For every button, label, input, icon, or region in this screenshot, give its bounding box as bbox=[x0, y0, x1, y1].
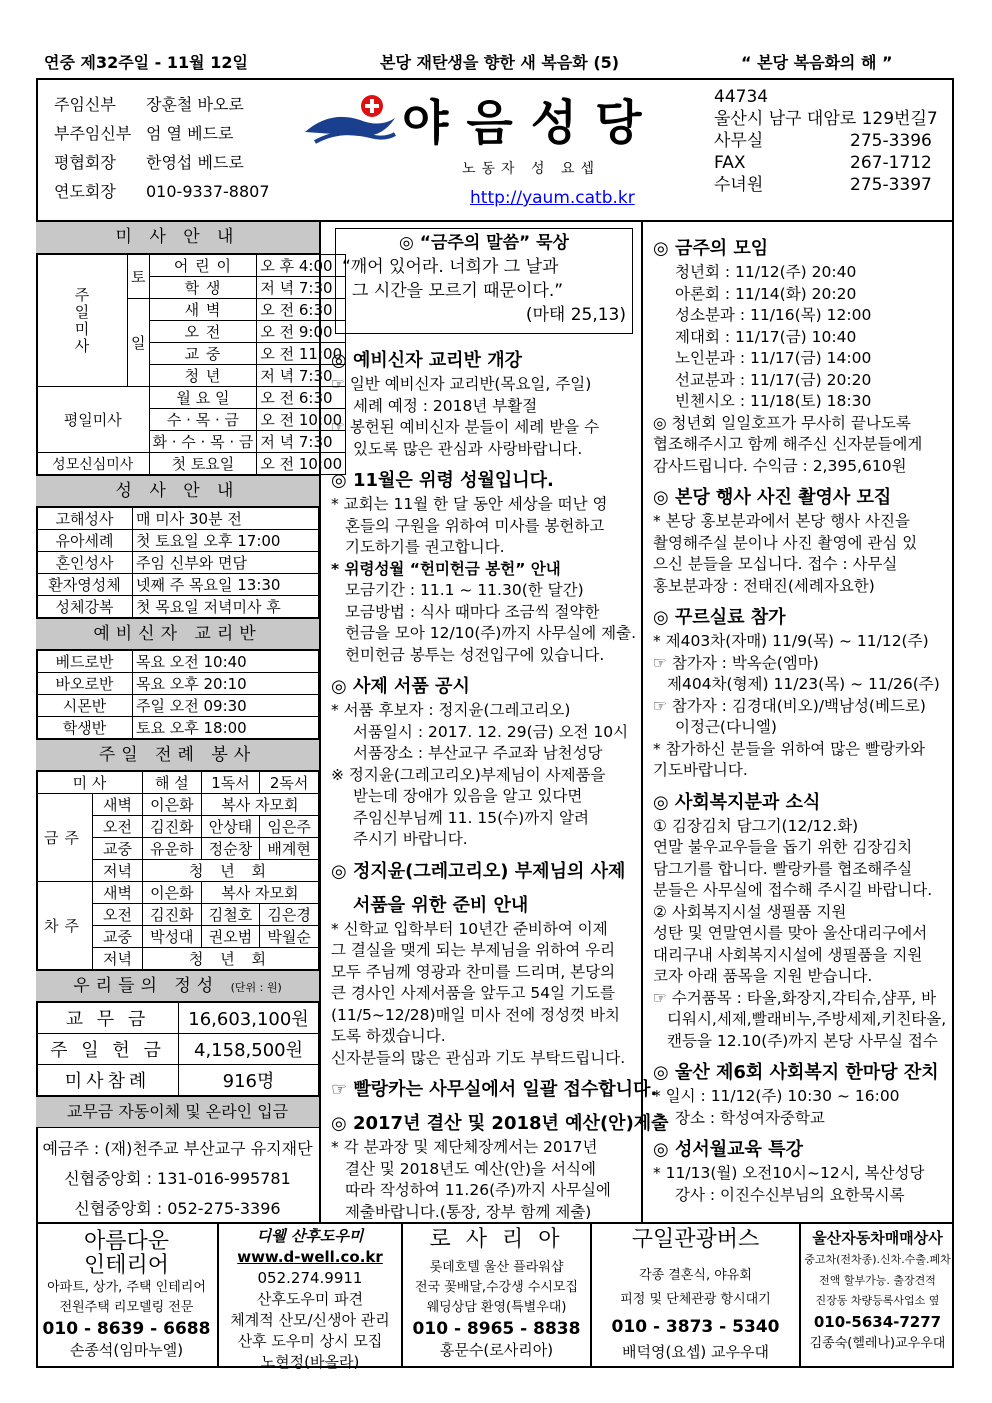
notice-line: 촬영해주실 분이나 사진 촬영에 관심 있 bbox=[653, 533, 918, 552]
ad-phone: 052.274.9911 bbox=[257, 1269, 363, 1287]
table-cell: 16,603,100원 bbox=[179, 1003, 319, 1034]
table-cell: 화 · 수 · 목 · 금 bbox=[149, 431, 257, 453]
notice-line: (11/5~12/28)매일 미사 전에 정성껏 바치 bbox=[331, 1005, 620, 1024]
table-cell: 매 미사 30분 전 bbox=[133, 508, 319, 530]
notice-line: ① 김장김치 담그기(12/12.화) bbox=[653, 816, 859, 835]
issue-date: 연중 제32주일 - 11월 12일 bbox=[44, 53, 248, 72]
notice-line: * 참가하신 분들을 위하여 많은 빨랑카와 bbox=[653, 739, 925, 758]
table-cell: 김은경 bbox=[260, 904, 319, 926]
weekly-word-title: ◎ “금주의 말씀” 묵상 bbox=[399, 233, 569, 253]
ad-text: 롯데호텔 울산 플라워샵 bbox=[429, 1260, 564, 1275]
table-cell: 오 전 10:00 bbox=[257, 453, 346, 475]
table-row bbox=[37, 651, 319, 673]
ad-phone: 010 - 8965 - 8838 bbox=[412, 1319, 581, 1339]
table-cell: 김진화 bbox=[143, 816, 202, 838]
ad-text: 아파트, 상가, 주택 인테리어 bbox=[47, 1280, 206, 1295]
ad-text: 웨딩상담 환영(특별우대) bbox=[426, 1300, 567, 1315]
notice-heading: 서품을 위한 준비 안내 bbox=[353, 894, 529, 916]
postal-code: 44734 bbox=[714, 87, 769, 107]
notice-line: 아론회 : 11/14(화) 20:20 bbox=[675, 284, 857, 303]
table-cell: 환자영성체 bbox=[37, 574, 133, 596]
notice-line: 서품장소 : 부산교구 주교좌 남천성당 bbox=[353, 744, 603, 762]
table-row bbox=[37, 1034, 319, 1065]
table-row bbox=[37, 794, 319, 816]
staff-name: 한영섭 베드로 bbox=[146, 153, 244, 172]
parish-url-link[interactable]: http://yaum.catb.kr bbox=[470, 188, 635, 208]
table-cell: 오 전 11:00 bbox=[257, 343, 346, 365]
notice-heading: ◎ 본당 행사 사진 촬영사 모집 bbox=[653, 487, 892, 508]
catechumen-section-title: 예비신자 교리반 bbox=[36, 618, 319, 650]
ad-title: 울산자동차매매상사 bbox=[812, 1229, 943, 1247]
table-row bbox=[37, 772, 319, 794]
table-cell: 주일 오전 09:30 bbox=[133, 695, 319, 717]
notice-line: 대리구내 사회복지시설에 생필품을 지원 bbox=[653, 945, 923, 964]
ad-postnatal-care bbox=[219, 1224, 403, 1371]
ad-title: 로 사 리 아 bbox=[429, 1227, 564, 1252]
table-cell: 학 생 bbox=[149, 277, 257, 299]
table-cell: 해 설 bbox=[143, 772, 202, 794]
table-cell: 916명 bbox=[179, 1065, 319, 1096]
notice-heading: ◎ 정지윤(그레고리오) 부제님의 사제 bbox=[331, 860, 626, 882]
table-cell: 주 일 헌 금 bbox=[37, 1034, 179, 1065]
notice-line: 도록 하겠습니다. bbox=[331, 1027, 446, 1045]
sacrament-section-title: 성 사 안 내 bbox=[36, 475, 319, 507]
notice-line: 결산 및 2018년도 예산(안)을 서식에 bbox=[345, 1159, 596, 1178]
offering-table bbox=[36, 1002, 319, 1096]
ad-car-dealer bbox=[801, 1224, 954, 1368]
notice-line: 홍보분과장 : 전태진(세례자요한) bbox=[653, 576, 875, 595]
staff-name: 장훈철 바오로 bbox=[146, 95, 244, 114]
liturgy-section-title: 주일 전례 봉사 bbox=[36, 739, 319, 771]
ad-owner: 노현정(바올라) bbox=[260, 1353, 360, 1371]
notice-line: 분들은 사무실에 접수해 주시길 바랍니다. bbox=[653, 881, 933, 899]
notice-line: 혼들의 구원을 위하여 미사를 봉헌하고 bbox=[345, 516, 605, 535]
ads-bar bbox=[36, 1222, 954, 1371]
notice-line: 이정근(다니엘) bbox=[675, 718, 777, 736]
ad-tour-bus bbox=[592, 1224, 801, 1368]
notice-line: * 제403차(자매) 11/9(목) ~ 11/12(주) bbox=[653, 632, 929, 650]
notice-heading: ◎ 꾸르실료 참가 bbox=[653, 607, 786, 628]
table-cell: 청 년 회 bbox=[143, 948, 319, 970]
notice-heading: ◎ 사회복지분과 소식 bbox=[653, 791, 821, 813]
notice-heading: ◎ 예비신자 교리반 개강 bbox=[331, 350, 522, 371]
ad-text: 각종 결혼식, 야유회 bbox=[639, 1268, 752, 1283]
bank-info bbox=[36, 1128, 319, 1224]
notice-line: 있도록 많은 관심과 사랑바랍니다. bbox=[353, 439, 583, 458]
table-cell: 오전 bbox=[93, 816, 143, 838]
address: 울산시 남구 대암로 129번길7 bbox=[714, 109, 938, 129]
table-cell: 오 전 bbox=[149, 321, 257, 343]
notice-line: 신자분들의 많은 관심과 기도 부탁드립니다. bbox=[331, 1048, 626, 1067]
contact-label: 사무실 bbox=[714, 131, 764, 151]
weekly-word-ref: (마태 25,13) bbox=[525, 305, 626, 325]
ad-text: 산후도우미 파견 bbox=[256, 1290, 364, 1308]
table-cell: 오전 bbox=[93, 904, 143, 926]
staff-role: 평협회장 bbox=[54, 153, 116, 172]
table-cell: 이은화 bbox=[143, 882, 202, 904]
table-cell: 성모신심미사 bbox=[37, 453, 150, 475]
table-cell: 바오로반 bbox=[37, 673, 133, 695]
sacrament-table bbox=[36, 507, 319, 618]
notice-heading: ◎ 사제 서품 공시 bbox=[331, 676, 470, 697]
year-motto: “ 본당 복음화의 해 ” bbox=[741, 53, 893, 72]
notice-line: 주시기 바랍니다. bbox=[353, 830, 468, 848]
table-cell: 교중 bbox=[93, 926, 143, 948]
table-row bbox=[37, 255, 346, 277]
table-cell: 목요 오전 10:40 bbox=[133, 651, 319, 673]
ad-text: 진장동 차량등록사업소 옆 bbox=[815, 1294, 940, 1307]
staff-name: 엄 열 베드로 bbox=[146, 124, 234, 143]
table-row bbox=[37, 552, 319, 574]
weekly-word-line: 그 시간을 모르기 때문이다.” bbox=[352, 281, 564, 301]
notice-line: 서품일시 : 2017. 12. 29(금) 오전 10시 bbox=[353, 722, 629, 741]
ad-title: 인테리어 bbox=[83, 1253, 169, 1278]
notice-line: * 위령성월 “헌미헌금 봉헌” 안내 bbox=[331, 559, 561, 578]
table-cell: 평일미사 bbox=[37, 387, 150, 453]
table-row bbox=[37, 387, 346, 409]
table-cell: 교 중 bbox=[149, 343, 257, 365]
contact-label: FAX bbox=[714, 153, 746, 173]
notice-line: 성소분과 : 11/16(목) 12:00 bbox=[675, 306, 872, 324]
notice-line: 으신 분들을 모십니다. 접수 : 사무실 bbox=[653, 555, 898, 573]
table-cell: 이은화 bbox=[143, 794, 202, 816]
notice-line: 담그기를 합니다. 빨랑카를 협조해주실 bbox=[653, 859, 913, 878]
notice-line: 세례 예정 : 2018년 부활절 bbox=[353, 396, 538, 415]
notice-line: 청년회 : 11/12(주) 20:40 bbox=[675, 263, 857, 281]
ad-title: 구일관광버스 bbox=[631, 1227, 760, 1252]
table-cell: 복사 자모회 bbox=[201, 794, 318, 816]
notice-line: 빈첸시오 : 11/18(토) 18:30 bbox=[675, 392, 872, 410]
notice-line: 캔등을 12.10(주)까지 본당 사무실 접수 bbox=[667, 1031, 938, 1050]
notice-line: 선교분과 : 11/17(금) 20:20 bbox=[675, 370, 872, 389]
staff-role: 주임신부 bbox=[54, 95, 116, 114]
ad-interior bbox=[36, 1224, 219, 1368]
offering-title: 우리들의 정성 bbox=[73, 976, 220, 996]
table-cell: 월 요 일 bbox=[149, 387, 257, 409]
notice-line: 제대회 : 11/17(금) 10:40 bbox=[675, 327, 857, 346]
contact-row bbox=[714, 130, 938, 152]
notice-line: 강사 : 이진수신부님의 요한묵시록 bbox=[675, 1185, 905, 1204]
notice-line: 기도하기를 권고합니다. bbox=[345, 538, 505, 556]
table-row bbox=[37, 1003, 319, 1034]
table-cell: 배계현 bbox=[260, 838, 319, 860]
ad-text: 전국 꽃배달,수강생 수시모집 bbox=[414, 1280, 579, 1295]
notice-line: * 본당 홍보분과에서 본당 행사 사진을 bbox=[653, 512, 910, 530]
notice-line: ☞ 참가자 : 김경대(비오)/백남성(베드로) bbox=[653, 696, 926, 715]
parish-title: 야음성당 bbox=[402, 95, 660, 151]
contact-number: 275-3396 bbox=[850, 131, 932, 151]
table-cell: 1독서 bbox=[201, 772, 260, 794]
notice-line: 모두 주님께 영광과 찬미를 드리며, 본당의 bbox=[331, 962, 616, 981]
top-line bbox=[36, 50, 956, 72]
table-cell: 박성대 bbox=[143, 926, 202, 948]
liturgy-table bbox=[36, 771, 319, 970]
notice-line: 협조해주시고 함께 해주신 신자분들에게 bbox=[653, 435, 923, 453]
weekly-word-line: “깨어 있어라. 너희가 그 날과 bbox=[342, 257, 559, 277]
notice-line: 연말 불우교우들을 돕기 위한 김장김치 bbox=[653, 838, 913, 856]
ad-phone: 010-5634-7277 bbox=[813, 1313, 942, 1331]
table-row bbox=[37, 596, 319, 618]
table-cell: 일 bbox=[128, 299, 150, 387]
ad-text: 전원주택 리모델링 전문 bbox=[59, 1300, 194, 1315]
ad-text: 중고차(전차종).신차.수출.폐차 bbox=[804, 1253, 951, 1266]
notice-line: 큰 경사인 사제서품을 앞두고 54일 기도를 bbox=[331, 984, 615, 1002]
notice-line: * 11/13(월) 오전10시~12시, 복산성당 bbox=[653, 1164, 925, 1182]
middle-column bbox=[321, 222, 669, 1223]
table-cell: 목요 오후 20:10 bbox=[133, 673, 319, 695]
table-cell: 정순창 bbox=[201, 838, 260, 860]
contact-number: 275-3397 bbox=[850, 175, 932, 195]
notice-line: 모금기간 : 11.1 ~ 11.30(한 달간) bbox=[345, 581, 584, 599]
ad-text: 산후 도우미 상시 모집 bbox=[237, 1332, 383, 1350]
staff-role: 연도회장 bbox=[54, 182, 116, 201]
bank-line: 예금주 : (재)천주교 부산교구 유지재단 bbox=[42, 1139, 313, 1158]
notice-line: 헌미헌금 봉투는 성전입구에 있습니다. bbox=[345, 645, 605, 664]
ad-text: 체계적 산모/신생아 관리 bbox=[230, 1311, 390, 1329]
notice-line: ☞ 봉헌된 예비신자 분들이 세례 받을 수 bbox=[331, 418, 600, 436]
table-cell: 박월순 bbox=[260, 926, 319, 948]
parish-patron: 노동자 성 요셉 bbox=[462, 161, 601, 177]
table-row bbox=[37, 574, 319, 596]
staff-row bbox=[54, 119, 270, 148]
table-cell: 교중 bbox=[93, 838, 143, 860]
ad-owner: 배덕영(요셉) 교우우대 bbox=[622, 1343, 769, 1361]
table-cell: 새벽 bbox=[93, 882, 143, 904]
bank-line: 신협중앙회 : 052-275-3396 bbox=[74, 1199, 281, 1218]
table-cell: 학생반 bbox=[37, 717, 133, 739]
table-row bbox=[37, 695, 319, 717]
table-cell: 안상태 bbox=[201, 816, 260, 838]
notice-line: ◎ 청년회 일일호프가 무사히 끝나도록 bbox=[653, 413, 911, 432]
table-row bbox=[37, 508, 319, 530]
notice-line: 디워시,세제,빨래비누,주방세제,키친타올, bbox=[667, 1010, 947, 1028]
notice-line: 코자 아래 품목을 지원 받습니다. bbox=[653, 967, 873, 985]
table-cell: 김철호 bbox=[201, 904, 260, 926]
table-cell: 주일미사 bbox=[37, 255, 128, 387]
table-cell: 첫 토요일 오후 17:00 bbox=[133, 530, 319, 552]
table-cell: 혼인성사 bbox=[37, 552, 133, 574]
notice-line: 주임신부님께 11. 15(수)까지 알려 bbox=[353, 808, 589, 827]
table-cell: 성체강복 bbox=[37, 596, 133, 618]
ad-title: 아름다운 bbox=[83, 1229, 169, 1254]
table-cell: 차주 bbox=[37, 882, 93, 970]
table-cell: 저 녁 7:30 bbox=[257, 277, 346, 299]
table-cell: 저녁 bbox=[93, 948, 143, 970]
table-cell: 권오범 bbox=[201, 926, 260, 948]
catechumen-table bbox=[36, 650, 319, 739]
table-cell: 수 · 목 · 금 bbox=[149, 409, 257, 431]
notice-line: 기도바랍니다. bbox=[653, 761, 748, 779]
table-cell: 오 전 10:00 bbox=[257, 409, 346, 431]
notice-line: 모금방법 : 식사 때마다 조금씩 절약한 bbox=[345, 602, 600, 621]
ad-owner: 김종숙(헬레나)교우우대 bbox=[809, 1336, 946, 1351]
offering-unit: (단위 : 원) bbox=[230, 981, 282, 994]
contact-label: 수녀원 bbox=[714, 175, 764, 195]
notice-line: ☞ 수거품목 : 타올,화장지,각티슈,샴푸, 바 bbox=[653, 988, 937, 1007]
notice-heading: ◎ 울산 제6회 사회복지 한마당 잔치 bbox=[653, 1062, 939, 1083]
mass-table bbox=[36, 254, 346, 475]
notice-line: 받는데 장애가 있음을 알고 있다면 bbox=[353, 787, 583, 805]
table-cell: 미사참례 bbox=[37, 1065, 179, 1096]
table-cell: 오 전 6:30 bbox=[257, 299, 346, 321]
table-cell: 첫 목요일 저녁미사 후 bbox=[133, 596, 319, 618]
table-cell: 김진화 bbox=[143, 904, 202, 926]
weekly-word-box bbox=[335, 228, 633, 334]
ad-phone: 010 - 3873 - 5340 bbox=[611, 1317, 780, 1337]
contact-row bbox=[714, 152, 938, 174]
notice-line: 노인분과 : 11/17(금) 14:00 bbox=[675, 349, 872, 367]
notice-line: ☞ 일반 예비신자 교리반(목요일, 주일) bbox=[331, 375, 592, 393]
notice-heading: ◎ 2017년 결산 및 2018년 예산(안)제출 bbox=[331, 1113, 669, 1134]
left-column bbox=[36, 222, 343, 1222]
table-cell: 시몬반 bbox=[37, 695, 133, 717]
table-cell: 임은주 bbox=[260, 816, 319, 838]
staff-row bbox=[54, 90, 270, 119]
table-cell: 베드로반 bbox=[37, 651, 133, 673]
table-cell: 새벽 bbox=[93, 794, 143, 816]
mass-section-title: 미 사 안 내 bbox=[36, 222, 319, 254]
series-title: 본당 재탄생을 향한 새 복음화 (5) bbox=[380, 53, 620, 72]
table-cell: 저 녁 7:30 bbox=[257, 365, 346, 387]
table-cell: 저 녁 7:30 bbox=[257, 431, 346, 453]
table-cell: 2독서 bbox=[260, 772, 319, 794]
notice-line: ☞ 참가자 : 박옥순(엠마) bbox=[653, 653, 819, 672]
table-cell: 교 무 금 bbox=[37, 1003, 179, 1034]
notice-line: 그 결실을 맺게 되는 부제님을 위하여 우리 bbox=[331, 941, 616, 959]
bank-line: 신협중앙회 : 131-016-995781 bbox=[64, 1169, 291, 1188]
offering-section-title bbox=[36, 970, 319, 1002]
notice-line: * 교회는 11월 한 달 동안 세상을 떠난 영 bbox=[331, 495, 608, 513]
staff-row bbox=[54, 177, 270, 206]
table-cell: 4,158,500원 bbox=[179, 1034, 319, 1065]
parish-logo-icon bbox=[300, 90, 400, 150]
ad-owner: 손종석(임마누엘) bbox=[69, 1341, 184, 1359]
ad-url: www.d-well.co.kr bbox=[237, 1248, 383, 1266]
table-cell: 첫 토요일 bbox=[149, 453, 257, 475]
table-row bbox=[37, 882, 319, 904]
table-cell: 토요 오후 18:00 bbox=[133, 717, 319, 739]
contact-number: 267-1712 bbox=[850, 153, 932, 173]
ad-flower-shop bbox=[403, 1224, 592, 1368]
table-cell: 저녁 bbox=[93, 860, 143, 882]
table-cell: 고해성사 bbox=[37, 508, 133, 530]
table-cell: 새 벽 bbox=[149, 299, 257, 321]
notice-heading: ☞ 빨랑카는 사무실에서 일괄 접수합니다. bbox=[331, 1079, 658, 1100]
notice-line: 제404차(형제) 11/23(목) ~ 11/26(주) bbox=[667, 675, 940, 693]
table-row bbox=[37, 453, 346, 475]
table-cell: 오 후 4:00 bbox=[257, 255, 346, 277]
staff-name: 010-9337-8807 bbox=[146, 182, 270, 201]
table-cell: 넷째 주 목요일 13:30 bbox=[133, 574, 319, 596]
table-cell: 오 전 6:30 bbox=[257, 387, 346, 409]
notice-line: 감사드립니다. 수익금 : 2,395,610원 bbox=[653, 456, 907, 475]
contact-row bbox=[714, 174, 938, 196]
table-row bbox=[37, 673, 319, 695]
notice-heading: ◎ 성서월교육 특강 bbox=[653, 1139, 803, 1160]
notice-line: * 서품 후보자 : 정지윤(그레고리오) bbox=[331, 701, 571, 719]
contact-block bbox=[714, 86, 938, 196]
table-cell: 청 년 회 bbox=[143, 860, 319, 882]
notice-line: 헌금을 모아 12/10(주)까지 사무실에 제출. bbox=[345, 624, 637, 642]
ad-text: 피정 및 단체관광 항시대기 bbox=[620, 1292, 771, 1307]
table-cell: 어 린 이 bbox=[149, 255, 257, 277]
notice-line: * 일시 : 11/12(주) 10:30 ~ 16:00 bbox=[653, 1087, 900, 1105]
staff-list bbox=[54, 90, 270, 206]
table-cell: 유운하 bbox=[143, 838, 202, 860]
staff-role: 부주임신부 bbox=[54, 124, 132, 143]
notice-line: 장소 : 학성여자중학교 bbox=[675, 1108, 825, 1127]
ad-phone: 010 - 8639 - 6688 bbox=[42, 1319, 211, 1339]
ad-title: 디웰 산후도우미 bbox=[256, 1227, 364, 1245]
notice-line: 제출바랍니다.(통장, 장부 함께 제출) bbox=[345, 1202, 592, 1221]
notice-heading: ◎ 11월은 위령 성월입니다. bbox=[331, 470, 554, 491]
table-cell: 오 전 9:00 bbox=[257, 321, 346, 343]
notice-line: 성탄 및 연말연시를 맞아 울산대리구에서 bbox=[653, 924, 928, 942]
notice-heading: ◎ 금주의 모임 bbox=[653, 238, 769, 259]
staff-row bbox=[54, 148, 270, 177]
table-cell: 청 년 bbox=[149, 365, 257, 387]
table-cell: 토 bbox=[128, 255, 150, 299]
auto-transfer-title: 교무금 자동이체 및 온라인 입금 bbox=[36, 1096, 319, 1128]
table-cell: 유아세례 bbox=[37, 530, 133, 552]
ad-owner: 홍문수(로사리아) bbox=[439, 1341, 554, 1359]
notice-line: * 신학교 입학부터 10년간 준비하여 이제 bbox=[331, 919, 608, 938]
notice-line: ② 사회복지시설 생필품 지원 bbox=[653, 902, 847, 921]
table-row bbox=[37, 530, 319, 552]
table-cell: 금주 bbox=[37, 794, 93, 882]
table-cell: 주임 신부와 면담 bbox=[133, 552, 319, 574]
right-column bbox=[641, 222, 954, 1222]
ad-text: 전액 할부가능. 출장견적 bbox=[819, 1274, 936, 1287]
table-cell: 미 사 bbox=[37, 772, 143, 794]
notice-line: 따라 작성하여 11.26(주)까지 사무실에 bbox=[345, 1181, 611, 1199]
notice-line: * 각 분과장 및 제단체장께서는 2017년 bbox=[331, 1138, 598, 1156]
table-row bbox=[37, 717, 319, 739]
table-row bbox=[37, 1065, 319, 1096]
table-cell: 복사 자모회 bbox=[201, 882, 318, 904]
notice-line: ※ 정지윤(그레고리오)부제님이 사제품을 bbox=[331, 765, 606, 784]
